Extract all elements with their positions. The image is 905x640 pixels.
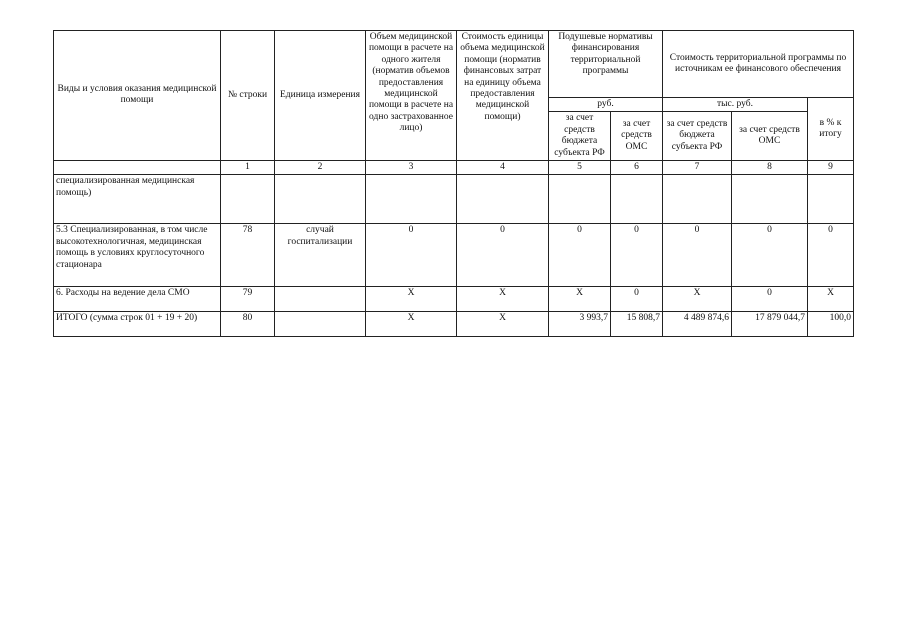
row-number: 78 bbox=[221, 224, 275, 287]
row-pc-oms: 15 808,7 bbox=[611, 312, 663, 337]
row-pc-budget: Х bbox=[549, 287, 611, 312]
row-volume: Х bbox=[366, 312, 457, 337]
row-t-budget: Х bbox=[663, 287, 732, 312]
column-number: 8 bbox=[732, 160, 808, 174]
row-t-percent bbox=[808, 175, 854, 224]
header-unit-rub: руб. bbox=[549, 98, 663, 112]
header-pc-budget: за счет средств бюджета субъекта РФ bbox=[549, 112, 611, 161]
row-pc-oms: 0 bbox=[611, 287, 663, 312]
table-row bbox=[54, 287, 854, 312]
header-volume: Объем медицинской помощи в расчете на одного жителя (норматив объемов предоставления медицинской помощи в расчете на одно застрахованное лицо) bbox=[366, 31, 457, 161]
column-number: 7 bbox=[663, 160, 732, 174]
row-pc-budget bbox=[549, 175, 611, 224]
column-number: 4 bbox=[457, 160, 549, 174]
header-cost: Стоимость единицы объема медицинской помощи (норматив финансовых затрат на единицу объема предоставления медицинской помощи) bbox=[457, 31, 549, 161]
column-number: 5 bbox=[549, 160, 611, 174]
row-number: 80 bbox=[221, 312, 275, 337]
row-unit bbox=[275, 287, 366, 312]
header-kinds: Виды и условия оказания медицинской помощи bbox=[54, 31, 221, 161]
table-row bbox=[54, 175, 854, 224]
row-t-budget: 4 489 874,6 bbox=[663, 312, 732, 337]
table-row-total bbox=[54, 312, 854, 337]
row-unit bbox=[275, 312, 366, 337]
row-t-oms: 0 bbox=[732, 287, 808, 312]
row-name: ИТОГО (сумма строк 01 + 19 + 20) bbox=[54, 312, 221, 337]
row-t-percent: Х bbox=[808, 287, 854, 312]
column-numbers-row bbox=[54, 160, 854, 174]
territorial-program-table bbox=[53, 30, 854, 337]
row-name: специализированная медицинская помощь) bbox=[54, 175, 221, 224]
header-t-oms: за счет средств ОМС bbox=[732, 112, 808, 161]
row-pc-oms: 0 bbox=[611, 224, 663, 287]
header-unit-thousand-rub: тыс. руб. bbox=[663, 98, 808, 112]
row-name: 5.3 Специализированная, в том числе высокотехнологичная, медицинская помощь в условиях круглосуточного стационара bbox=[54, 224, 221, 287]
column-number bbox=[54, 160, 221, 174]
row-cost: Х bbox=[457, 287, 549, 312]
header-unit: Единица измерения bbox=[275, 31, 366, 161]
row-pc-oms bbox=[611, 175, 663, 224]
column-number: 1 bbox=[221, 160, 275, 174]
row-t-oms: 17 879 044,7 bbox=[732, 312, 808, 337]
header-pc-oms: за счет средств ОМС bbox=[611, 112, 663, 161]
header-t-budget: за счет средств бюджета субъекта РФ bbox=[663, 112, 732, 161]
row-t-budget bbox=[663, 175, 732, 224]
row-name: 6. Расходы на ведение дела СМО bbox=[54, 287, 221, 312]
row-t-budget: 0 bbox=[663, 224, 732, 287]
row-pc-budget: 0 bbox=[549, 224, 611, 287]
row-volume: Х bbox=[366, 287, 457, 312]
row-unit: случай госпитализации bbox=[275, 224, 366, 287]
row-cost: 0 bbox=[457, 224, 549, 287]
row-t-oms: 0 bbox=[732, 224, 808, 287]
row-t-percent: 0 bbox=[808, 224, 854, 287]
column-number: 9 bbox=[808, 160, 854, 174]
row-volume: 0 bbox=[366, 224, 457, 287]
column-number: 3 bbox=[366, 160, 457, 174]
header-row-number: № строки bbox=[221, 31, 275, 161]
row-t-percent: 100,0 bbox=[808, 312, 854, 337]
table-row bbox=[54, 224, 854, 287]
header-row-1 bbox=[54, 31, 854, 98]
row-pc-budget: 3 993,7 bbox=[549, 312, 611, 337]
column-number: 2 bbox=[275, 160, 366, 174]
column-number: 6 bbox=[611, 160, 663, 174]
row-cost bbox=[457, 175, 549, 224]
row-unit bbox=[275, 175, 366, 224]
row-t-oms bbox=[732, 175, 808, 224]
header-per-capita: Подушевые нормативы финансирования территориальной программы bbox=[549, 31, 663, 98]
row-number bbox=[221, 175, 275, 224]
row-number: 79 bbox=[221, 287, 275, 312]
header-territorial-cost: Стоимость территориальной программы по источникам ее финансового обеспечения bbox=[663, 31, 854, 98]
header-percent: в % к итогу bbox=[808, 98, 854, 161]
row-cost: Х bbox=[457, 312, 549, 337]
row-volume bbox=[366, 175, 457, 224]
